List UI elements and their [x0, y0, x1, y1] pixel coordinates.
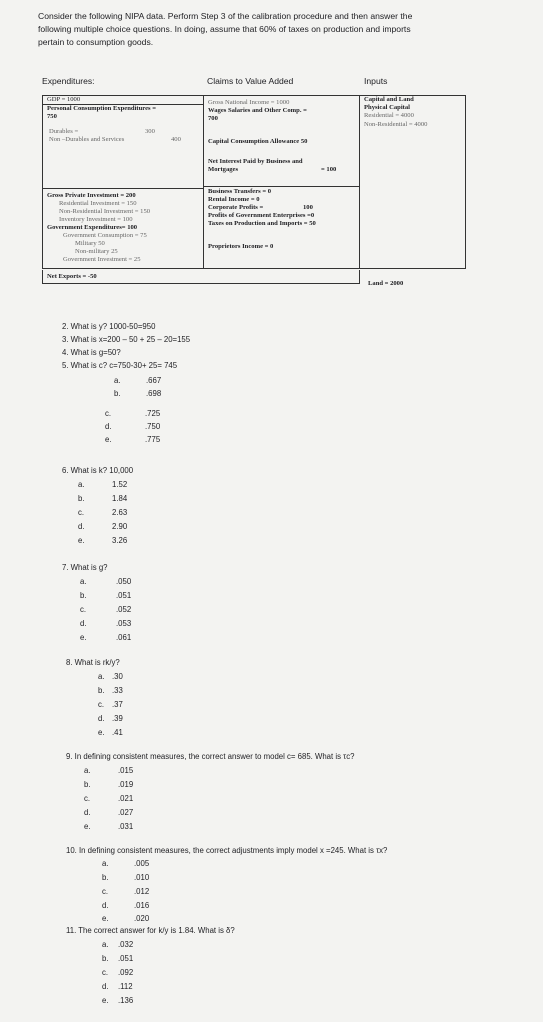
intro-line: Consider the following NIPA data. Perform Step 3 of the calibration procedure and then answer the: [38, 11, 413, 21]
option-letter: c.: [98, 700, 105, 709]
option-value: .051: [118, 954, 134, 963]
answer-q2: 2. What is y? 1000-50=950: [62, 322, 156, 331]
option-value: .010: [134, 873, 150, 882]
option-value: .136: [118, 996, 134, 1005]
option-letter: a.: [84, 766, 91, 775]
net-interest: Net Interest Paid by Business and: [208, 158, 303, 165]
option-value: .005: [134, 859, 150, 868]
option-value: 1.52: [112, 480, 128, 489]
gdp: GDP = 1000: [47, 96, 81, 103]
option-letter: b.: [114, 389, 121, 398]
net-exports: Net Exports = -50: [47, 273, 97, 280]
residential-capital: Residential = 4000: [364, 112, 414, 119]
option-letter: e.: [102, 996, 109, 1005]
option-value: .027: [118, 808, 134, 817]
answer-q5: 5. What is c? c=750-30+ 25= 745: [62, 361, 178, 370]
intro-line: pertain to consumption goods.: [38, 37, 154, 47]
table-divider: [203, 96, 204, 268]
nondurables-value: 400: [171, 136, 181, 143]
option-letter: b.: [102, 954, 109, 963]
option-value: .725: [145, 409, 161, 418]
gross-private-investment: Gross Private Investment = 200: [47, 192, 136, 199]
question-7: 7. What is g?: [62, 563, 108, 572]
option-value: .750: [145, 422, 161, 431]
option-value: .775: [145, 435, 161, 444]
option-letter: d.: [80, 619, 87, 628]
answer-q3: 3. What is x=200 – 50 + 25 – 20=155: [62, 335, 191, 344]
question-6: 6. What is k? 10,000: [62, 466, 134, 475]
option-value: .667: [146, 376, 162, 385]
option-value: .021: [118, 794, 134, 803]
option-letter: c.: [80, 605, 87, 614]
option-value: .050: [116, 577, 132, 586]
option-letter: a.: [114, 376, 121, 385]
rental-income: Rental Income = 0: [208, 196, 260, 203]
option-letter: a.: [102, 859, 109, 868]
question-10: 10. In defining consistent measures, the correct adjustments imply model x =245. What is τx?: [66, 846, 388, 855]
option-value: .37: [112, 700, 123, 709]
proprietors-income: Proprietors Income = 0: [208, 243, 274, 250]
nonresidential-investment: Non-Residential Investment = 150: [59, 208, 151, 215]
corporate-profits: Corporate Profits =: [208, 204, 264, 211]
option-letter: d.: [102, 901, 109, 910]
nonresidential-capital: Non-Residential = 4000: [364, 121, 428, 128]
expenditures-header: Expenditures:: [42, 76, 95, 86]
net-exports-row: [42, 270, 360, 284]
option-letter: b.: [98, 686, 105, 695]
option-letter: e.: [80, 633, 87, 642]
nondurables: Non –Durables and Services: [49, 136, 125, 143]
option-letter: d.: [78, 522, 85, 531]
option-letter: a.: [102, 940, 109, 949]
option-value: .019: [118, 780, 134, 789]
government-consumption: Government Consumption = 75: [63, 232, 147, 239]
pce: Personal Consumption Expenditures =: [47, 105, 156, 112]
option-letter: a.: [98, 672, 105, 681]
inputs-header: Inputs: [364, 76, 388, 86]
government-investment: Government Investment = 25: [63, 256, 141, 263]
option-value: .012: [134, 887, 150, 896]
option-value: .30: [112, 672, 123, 681]
option-value: .020: [134, 914, 150, 923]
option-value: .016: [134, 901, 150, 910]
option-letter: d.: [102, 982, 109, 991]
question-11: 11. The correct answer for k/y is 1.84. What is δ?: [66, 926, 235, 935]
option-letter: d.: [98, 714, 105, 723]
option-value: .092: [118, 968, 134, 977]
option-letter: e.: [98, 728, 105, 737]
taxes-production-imports: Taxes on Production and Imports = 50: [208, 220, 316, 227]
military: Military 50: [75, 240, 105, 247]
option-letter: d.: [105, 422, 112, 431]
option-letter: e.: [102, 914, 109, 923]
option-letter: b.: [84, 780, 91, 789]
intro-paragraph: [38, 10, 478, 49]
option-value: .39: [112, 714, 123, 723]
gross-national-income: Gross National Income = 1000: [208, 99, 290, 106]
answer-q4: 4. What is g=50?: [62, 348, 121, 357]
business-transfers: Business Transfers = 0: [208, 188, 272, 195]
option-value: .053: [116, 619, 132, 628]
capital-consumption-allowance: Capital Consumption Allowance 50: [208, 138, 308, 145]
option-value: 1.84: [112, 494, 128, 503]
option-value: .698: [146, 389, 162, 398]
table-rule: [43, 188, 203, 189]
option-letter: b.: [78, 494, 85, 503]
wages: Wages Salaries and Other Comp. =: [208, 107, 307, 114]
durables: Durables =: [49, 128, 79, 135]
option-value: .015: [118, 766, 134, 775]
option-letter: c.: [78, 508, 85, 517]
option-letter: c.: [84, 794, 91, 803]
mortgages-value: = 100: [321, 166, 337, 173]
option-value: .051: [116, 591, 132, 600]
option-value: 3.26: [112, 536, 128, 545]
capital-and-land: Capital and Land: [364, 96, 414, 103]
option-value: 2.90: [112, 522, 128, 531]
table-divider: [359, 96, 360, 268]
option-value: .032: [118, 940, 134, 949]
inventory-investment: Inventory Investment = 100: [59, 216, 133, 223]
government-expenditures: Government Expenditures= 100: [47, 224, 138, 231]
nonmilitary: Non-military 25: [75, 248, 118, 255]
corporate-profits-value: 100: [303, 204, 313, 211]
question-9: 9. In defining consistent measures, the correct answer to model c= 685. What is τc?: [66, 752, 355, 761]
option-value: .061: [116, 633, 132, 642]
option-letter: a.: [80, 577, 87, 586]
pce-value: 750: [47, 113, 57, 120]
residential-investment: Residential Investment = 150: [59, 200, 137, 207]
option-letter: e.: [78, 536, 85, 545]
option-letter: b.: [80, 591, 87, 600]
option-letter: d.: [84, 808, 91, 817]
option-value: .031: [118, 822, 134, 831]
option-value: .052: [116, 605, 132, 614]
option-letter: c.: [102, 968, 109, 977]
option-letter: e.: [84, 822, 91, 831]
option-letter: e.: [105, 435, 112, 444]
option-value: .33: [112, 686, 123, 695]
physical-capital: Physical Capital: [364, 104, 410, 111]
option-value: 2.63: [112, 508, 128, 517]
option-letter: a.: [78, 480, 85, 489]
question-8: 8. What is rk/y?: [66, 658, 120, 667]
durables-value: 300: [145, 128, 155, 135]
wages-value: 700: [208, 115, 218, 122]
option-letter: c.: [105, 409, 112, 418]
claims-header: Claims to Value Added: [207, 76, 294, 86]
land: Land = 2000: [368, 280, 404, 287]
table-rule: [203, 186, 359, 187]
option-value: .41: [112, 728, 123, 737]
option-letter: b.: [102, 873, 109, 882]
profits-gov-enterprises: Profits of Government Enterprises =0: [208, 212, 315, 219]
mortgages: Mortgages: [208, 166, 239, 173]
option-letter: c.: [102, 887, 109, 896]
option-value: .112: [118, 982, 133, 991]
intro-line: following multiple choice questions. In doing, assume that 60% of taxes on production and imports: [38, 24, 411, 34]
